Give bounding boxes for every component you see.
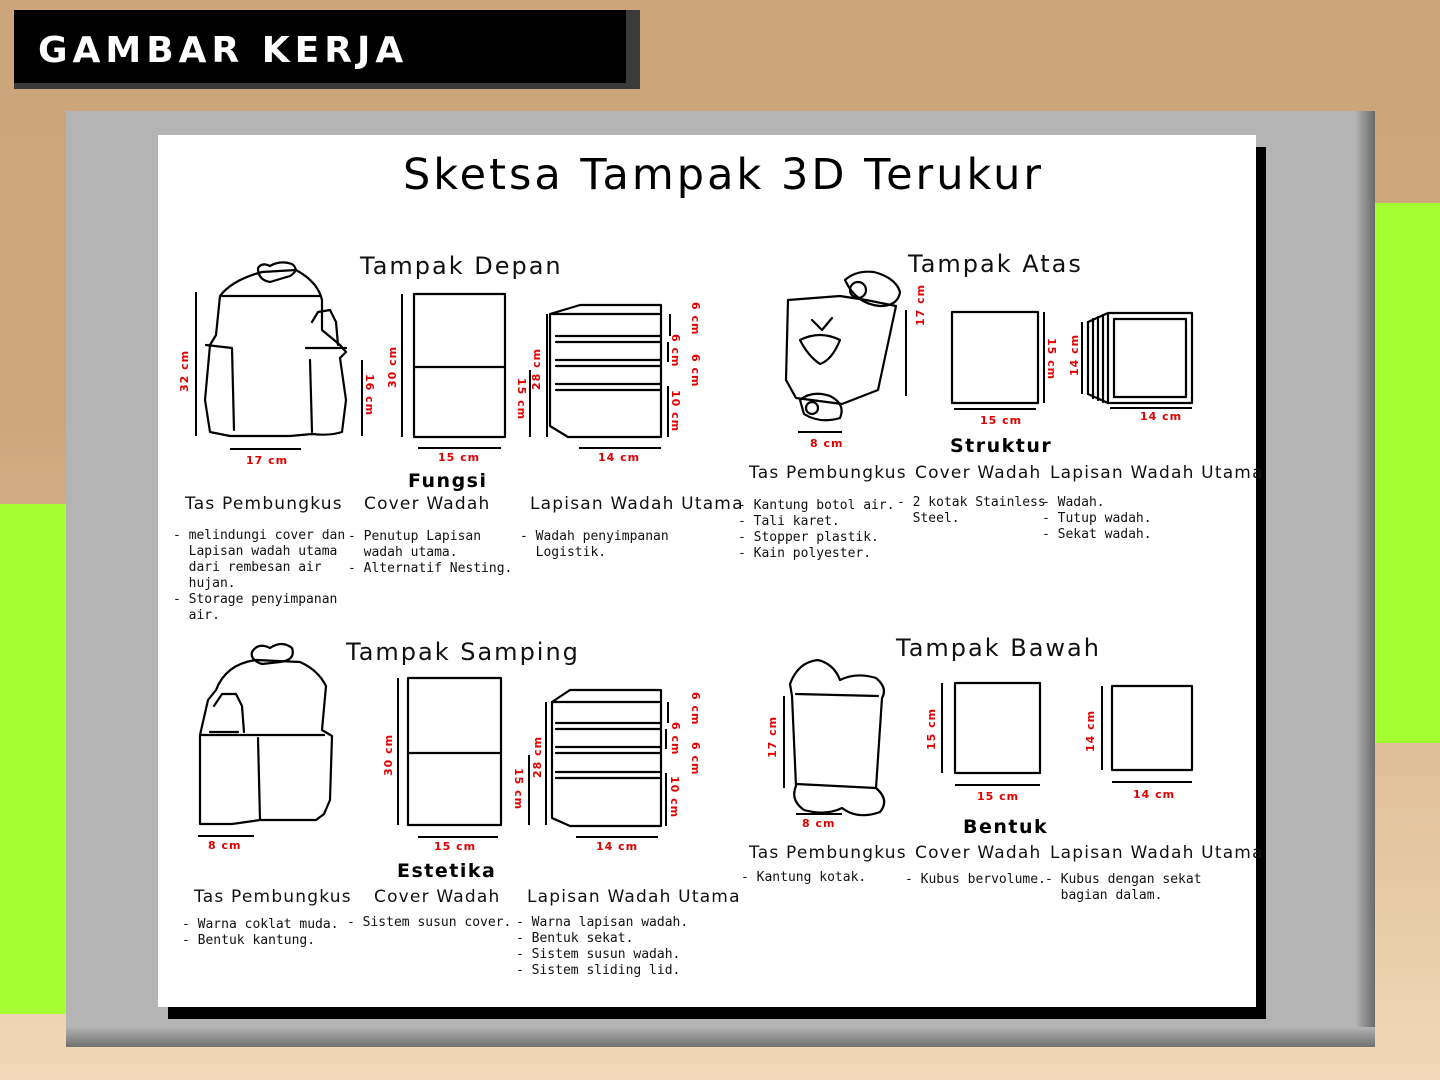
cover-side-drawing	[408, 678, 501, 825]
dim-label: 10 cm	[668, 776, 681, 819]
caption-tas-pembungkus: Tas Pembungkus	[185, 494, 343, 514]
caption-lapisan-wadah: Lapisan Wadah Utama	[1050, 843, 1264, 863]
dim-label: 14 cm	[1068, 333, 1081, 376]
dim-label: 14 cm	[598, 451, 641, 464]
list-item: - Kubus bervolume.	[905, 872, 1046, 887]
dim-label: 15 cm	[977, 790, 1020, 803]
dim-label: 6 cm	[669, 334, 682, 368]
list-item: - Storage penyimpanan	[173, 592, 338, 607]
sheet-title: Sketsa Tampak 3D Terukur	[403, 150, 1044, 200]
category-fungsi: Fungsi	[408, 470, 488, 492]
bag-bottom-drawing	[790, 660, 884, 815]
dim-label: 14 cm	[1140, 410, 1183, 423]
dim-label: 17 cm	[246, 454, 289, 467]
dim-label: 17 cm	[766, 715, 779, 758]
list-item: - Kantung kotak.	[741, 870, 867, 885]
dim-label: 15 cm	[925, 707, 938, 750]
dim-label: 15 cm	[1045, 338, 1058, 381]
cover-top-drawing	[952, 312, 1038, 403]
dim-label: 16 cm	[363, 374, 376, 417]
dim-label: 14 cm	[596, 840, 639, 853]
section-tampak-atas: Tampak Atas	[908, 250, 1083, 278]
list-item: - Tali karet.	[738, 514, 840, 529]
dim-label: 15 cm	[434, 840, 477, 853]
caption-lapisan-wadah: Lapisan Wadah Utama	[1050, 463, 1264, 483]
caption-cover-wadah: Cover Wadah	[374, 887, 501, 907]
bag-top-drawing	[786, 272, 900, 421]
list-item: bagian dalam.	[1045, 888, 1163, 903]
dim-label: 32 cm	[178, 349, 191, 392]
dim-label: 30 cm	[386, 345, 399, 388]
list-item: Logistik.	[520, 545, 607, 560]
dim-label: 6 cm	[689, 742, 702, 776]
list-item: - Stopper plastik.	[738, 530, 879, 545]
layer-side-drawing	[552, 690, 661, 826]
list-item: - Sistem susun cover.	[347, 915, 512, 930]
section-tampak-depan: Tampak Depan	[360, 252, 563, 280]
list-item: hujan.	[173, 576, 236, 591]
dim-label: 8 cm	[810, 437, 844, 450]
list-item: - Sistem susun wadah.	[516, 947, 681, 962]
list-item: - Sekat wadah.	[1042, 527, 1152, 542]
header-title: GAMBAR KERJA	[38, 30, 409, 71]
caption-cover-wadah: Cover Wadah	[915, 843, 1042, 863]
list-item: - 2 kotak Stainless	[897, 495, 1046, 510]
dim-label: 28 cm	[530, 347, 543, 390]
list-item: - Wadah.	[1042, 495, 1105, 510]
dim-label: 6 cm	[669, 722, 682, 756]
category-bentuk: Bentuk	[963, 816, 1049, 838]
category-struktur: Struktur	[950, 435, 1053, 457]
dim-label: 28 cm	[531, 735, 544, 778]
cover-bottom-drawing	[955, 683, 1040, 773]
list-item: - melindungi cover dan	[173, 528, 346, 543]
category-estetika: Estetika	[397, 860, 497, 882]
list-item: - Warna coklat muda.	[182, 917, 339, 932]
list-item: - Warna lapisan wadah.	[516, 915, 689, 930]
caption-tas-pembungkus: Tas Pembungkus	[749, 843, 907, 863]
list-item: - Bentuk kantung.	[182, 933, 316, 948]
dim-label: 15 cm	[512, 768, 525, 811]
dim-label: 14 cm	[1084, 709, 1097, 752]
list-item: - Penutup Lapisan	[348, 529, 482, 544]
list-item: wadah utama.	[348, 545, 458, 560]
caption-cover-wadah: Cover Wadah	[915, 463, 1042, 483]
layer-top-drawing	[1088, 313, 1192, 403]
dim-label: 15 cm	[515, 378, 528, 421]
caption-tas-pembungkus: Tas Pembungkus	[194, 887, 352, 907]
dim-label: 14 cm	[1133, 788, 1176, 801]
dim-label: 8 cm	[802, 817, 836, 830]
layer-front-drawing	[550, 305, 661, 437]
dim-label: 6 cm	[689, 302, 702, 336]
list-item: - Sistem sliding lid.	[516, 963, 681, 978]
caption-cover-wadah: Cover Wadah	[364, 494, 491, 514]
section-tampak-samping: Tampak Samping	[346, 638, 580, 666]
list-item: - Kain polyester.	[738, 546, 872, 561]
list-item: - Kubus dengan sekat	[1045, 872, 1202, 887]
dim-label: 15 cm	[438, 451, 481, 464]
cover-front-drawing	[414, 294, 505, 437]
dim-label: 17 cm	[914, 283, 927, 326]
list-item: - Bentuk sekat.	[516, 931, 634, 946]
dim-label: 6 cm	[689, 692, 702, 726]
list-item: - Alternatif Nesting.	[348, 561, 513, 576]
list-item: Lapisan wadah utama	[173, 544, 338, 559]
list-item: - Wadah penyimpanan	[520, 529, 669, 544]
caption-lapisan-wadah: Lapisan Wadah Utama	[527, 887, 741, 907]
dim-label: 30 cm	[382, 733, 395, 776]
list-item: air.	[173, 608, 220, 623]
caption-lapisan-wadah: Lapisan Wadah Utama	[530, 494, 744, 514]
dim-label: 10 cm	[669, 390, 682, 433]
caption-tas-pembungkus: Tas Pembungkus	[749, 463, 907, 483]
dim-label: 15 cm	[980, 414, 1023, 427]
section-tampak-bawah: Tampak Bawah	[896, 634, 1101, 662]
list-item: - Tutup wadah.	[1042, 511, 1152, 526]
list-item: - Kantung botol air.	[738, 498, 895, 513]
dim-label: 6 cm	[689, 354, 702, 388]
list-item: Steel.	[897, 511, 960, 526]
bag-front-drawing	[205, 262, 346, 436]
dim-label: 8 cm	[208, 839, 242, 852]
bag-side-drawing	[200, 644, 332, 824]
layer-bottom-drawing	[1112, 686, 1192, 770]
list-item: dari rembesan air	[173, 560, 322, 575]
